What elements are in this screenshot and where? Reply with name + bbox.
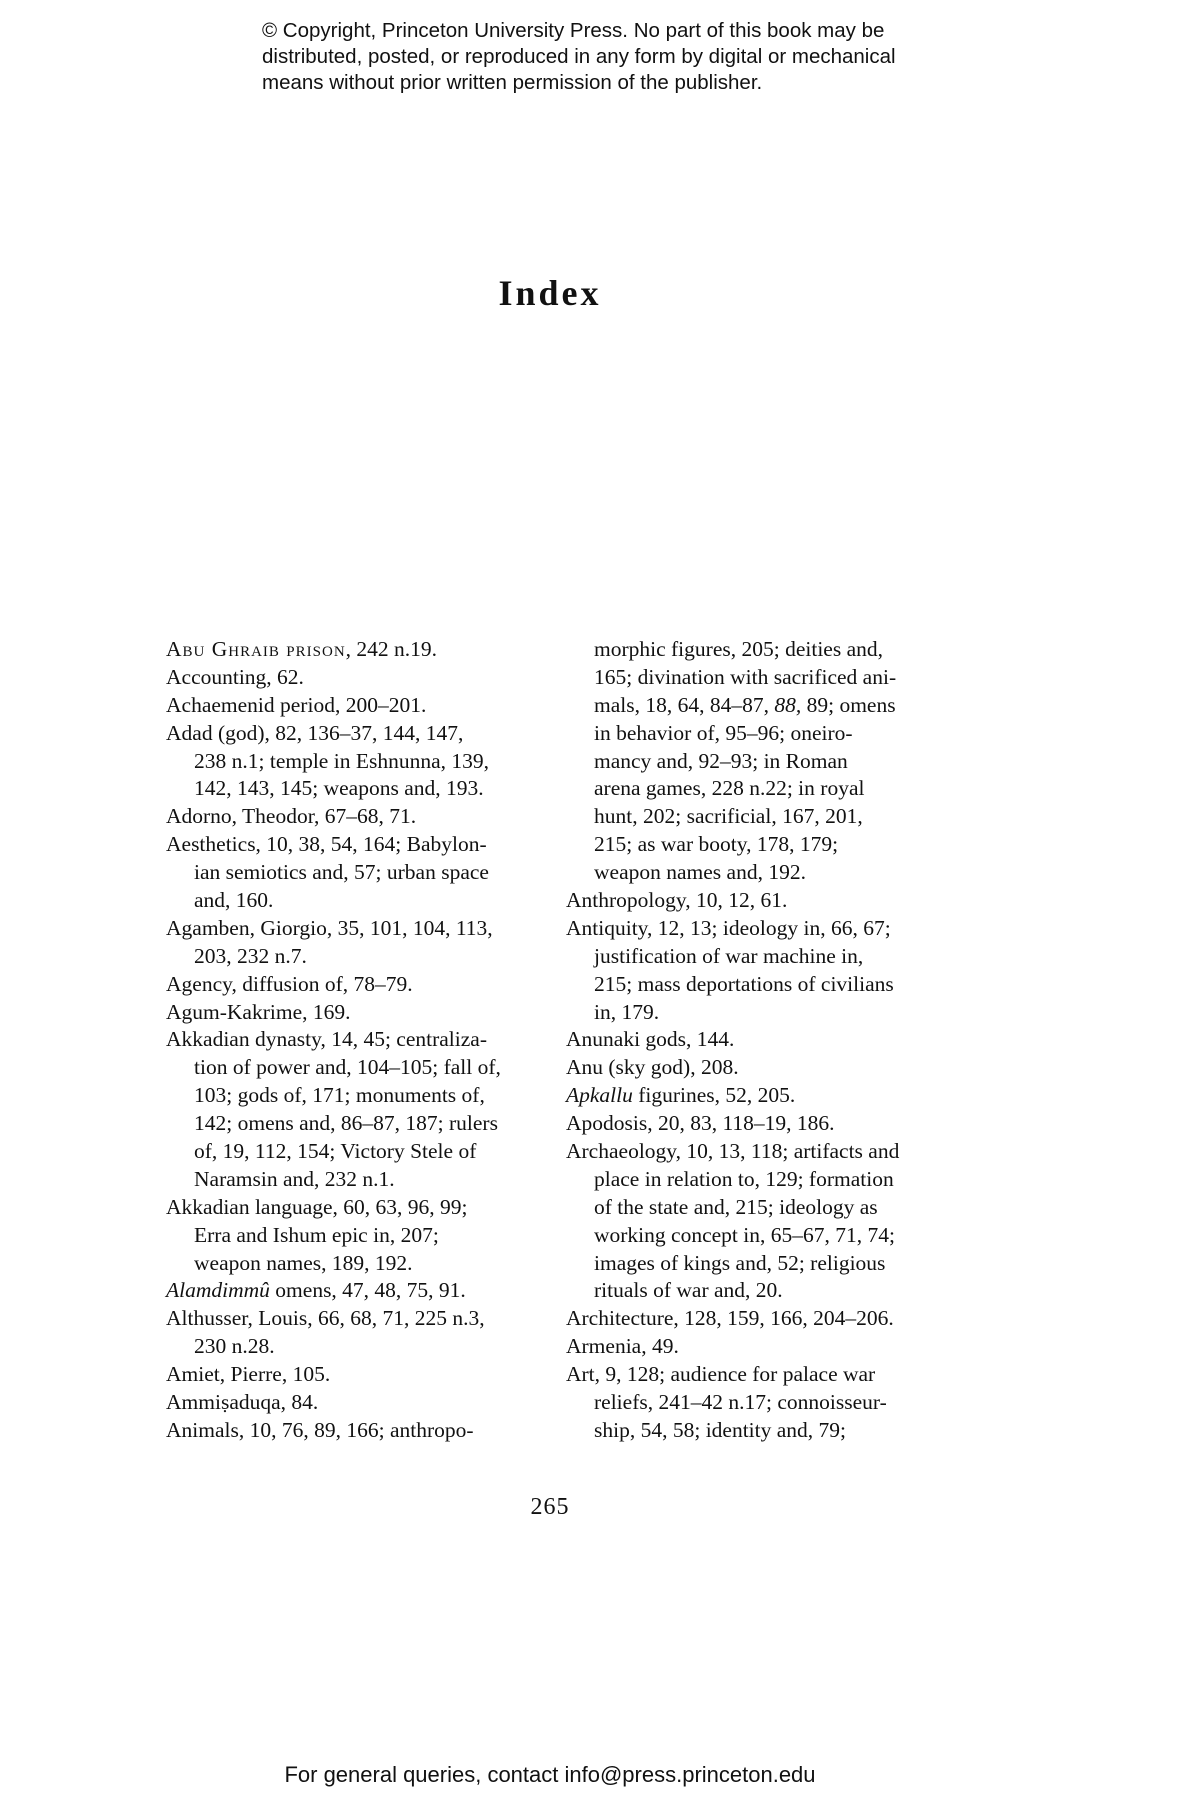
index-entry-continuation xyxy=(566,1194,966,1222)
index-entry-continuation xyxy=(166,1333,546,1361)
index-entry-continuation xyxy=(166,1138,546,1166)
index-entry-continuation xyxy=(566,999,966,1027)
index-entry-text: hunt, 202; sacrificial, 167, 201, xyxy=(594,804,863,829)
index-entry-continuation xyxy=(566,943,966,971)
index-entry xyxy=(566,915,966,943)
index-entry xyxy=(166,1361,546,1389)
index-entry-text: of the state and, 215; ideology as xyxy=(594,1194,878,1219)
index-entry xyxy=(566,1026,966,1054)
index-entry-continuation xyxy=(566,859,966,887)
index-entry-text: Anthropology, 10, 12, 61. xyxy=(566,888,788,913)
index-entry-text: 142, 143, 145; weapons and, 193. xyxy=(194,776,484,801)
index-entry-text: Amiet, Pierre, 105. xyxy=(166,1362,331,1387)
index-entry-text: 165; divination with sacrificed ani- xyxy=(594,664,897,689)
index-entry-continuation xyxy=(566,971,966,999)
index-entry xyxy=(566,887,966,915)
index-entry-text: justification of war machine in, xyxy=(594,943,864,968)
index-entry-text: Achaemenid period, 200–201. xyxy=(166,692,427,717)
index-entry-text: arena games, 228 n.22; in royal xyxy=(594,776,865,801)
index-entry-text: 215; mass deportations of civilians xyxy=(594,971,894,996)
index-entry xyxy=(166,971,546,999)
index-entry-text: Adad (god), 82, 136–37, 144, 147, xyxy=(166,720,464,745)
index-entry-continuation xyxy=(566,775,966,803)
index-entry-text: Naramsin and, 232 n.1. xyxy=(194,1166,395,1191)
index-entry xyxy=(566,1138,966,1166)
index-entry-continuation xyxy=(166,775,546,803)
index-entry-text: Anunaki gods, 144. xyxy=(566,1027,735,1052)
footer-contact: For general queries, contact info@press.princeton.edu xyxy=(284,1762,816,1787)
index-entry-text: Architecture, 128, 159, 166, 204–206. xyxy=(566,1306,894,1331)
index-entry-text: and, 160. xyxy=(194,888,274,913)
index-entry-text: Abu Ghraib prison xyxy=(166,637,346,661)
index-entry-text: Accounting, 62. xyxy=(166,664,304,689)
index-entry-text: 88, xyxy=(774,692,802,717)
index-entry xyxy=(166,1305,546,1333)
index-entry xyxy=(166,803,546,831)
index-entry-text: mancy and, 92–93; in Roman xyxy=(594,748,848,773)
index-entry-text: Agum-Kakrime, 169. xyxy=(166,999,351,1024)
copyright-notice xyxy=(262,18,982,96)
index-entry-text: rituals of war and, 20. xyxy=(594,1278,783,1303)
index-entry-text: working concept in, 65–67, 71, 74; xyxy=(594,1222,895,1247)
index-entry xyxy=(166,1417,546,1445)
index-entry-text: weapon names and, 192. xyxy=(594,860,806,885)
index-entry-text: of, 19, 112, 154; Victory Stele of xyxy=(194,1139,477,1164)
index-entry xyxy=(166,1277,546,1305)
copyright-line: © Copyright, Princeton University Press. No part of this book may be xyxy=(262,19,885,42)
index-entry xyxy=(166,999,546,1027)
index-entry xyxy=(566,1110,966,1138)
index-entry-text: Anu (sky god), 208. xyxy=(566,1055,739,1080)
index-entry xyxy=(566,1054,966,1082)
index-entry xyxy=(566,1333,966,1361)
index-entry-text: Erra and Ishum epic in, 207; xyxy=(194,1222,439,1247)
index-entry-continuation xyxy=(166,943,546,971)
index-entry-text: Animals, 10, 76, 89, 166; anthropo- xyxy=(166,1417,474,1442)
index-entry-text: Ammiṣaduqa, 84. xyxy=(166,1390,319,1415)
index-entry-continuation xyxy=(166,1250,546,1278)
index-entry-continuation xyxy=(566,1222,966,1250)
index-entry-continuation xyxy=(566,748,966,776)
index-entry-text: morphic figures, 205; deities and, xyxy=(594,637,883,661)
index-entry xyxy=(566,1361,966,1389)
index-entry-text: Art, 9, 128; audience for palace war xyxy=(566,1362,876,1387)
index-entry-text: ian semiotics and, 57; urban space xyxy=(194,860,489,885)
index-entry-text: Apodosis, 20, 83, 118–19, 186. xyxy=(566,1111,835,1136)
index-entry-continuation xyxy=(166,748,546,776)
index-entry-text: , 242 n.19. xyxy=(345,637,438,661)
index-entry-continuation xyxy=(566,636,966,664)
page-number: 265 xyxy=(530,1494,570,1520)
index-entry-text: 103; gods of, 171; monuments of, xyxy=(194,1083,485,1108)
index-entry xyxy=(166,692,546,720)
index-entry-continuation xyxy=(166,1054,546,1082)
index-entry-text: Apkallu xyxy=(566,1083,633,1108)
index-entry-continuation xyxy=(166,1110,546,1138)
index-entry-continuation xyxy=(566,1277,966,1305)
index-entry xyxy=(166,1194,546,1222)
index-entry-text: place in relation to, 129; formation xyxy=(594,1166,894,1191)
index-entry-text: 230 n.28. xyxy=(194,1334,275,1359)
index-entry xyxy=(166,1389,546,1417)
index-entry-continuation xyxy=(166,859,546,887)
index-entry-text: Agency, diffusion of, 78–79. xyxy=(166,971,413,996)
index-entry xyxy=(166,636,546,664)
index-entry-continuation xyxy=(566,720,966,748)
index-entry-continuation xyxy=(566,1417,966,1445)
index-entry-text: 89; omens xyxy=(801,692,896,717)
index-entry-text: 203, 232 n.7. xyxy=(194,943,307,968)
index-entry-text: 215; as war booty, 178, 179; xyxy=(594,832,839,857)
index-entry-text: images of kings and, 52; religious xyxy=(594,1250,886,1275)
page-title: Index xyxy=(498,273,602,313)
index-entry-continuation xyxy=(166,1222,546,1250)
index-entry-text: in, 179. xyxy=(594,999,660,1024)
index-entry-continuation xyxy=(166,1166,546,1194)
index-entry-text: Akkadian dynasty, 14, 45; centraliza- xyxy=(166,1027,487,1052)
index-entry-text: omens, 47, 48, 75, 91. xyxy=(269,1278,466,1303)
index-entry-text: in behavior of, 95–96; oneiro- xyxy=(594,720,853,745)
index-entry-text: 142; omens and, 86–87, 187; rulers xyxy=(194,1111,498,1136)
index-entry-continuation xyxy=(166,887,546,915)
index-entry-continuation xyxy=(566,803,966,831)
index-entry-text: Antiquity, 12, 13; ideology in, 66, 67; xyxy=(566,915,891,940)
index-entry-continuation xyxy=(566,664,966,692)
index-entry xyxy=(166,664,546,692)
index-entry-continuation xyxy=(566,1166,966,1194)
index-column-right xyxy=(566,636,966,1445)
index-entry xyxy=(566,1082,966,1110)
index-entry xyxy=(166,720,546,748)
index-entry-continuation xyxy=(566,831,966,859)
index-entry-text: Agamben, Giorgio, 35, 101, 104, 113, xyxy=(166,915,493,940)
index-entry-text: 238 n.1; temple in Eshnunna, 139, xyxy=(194,748,489,773)
index-entry xyxy=(166,831,546,859)
index-entry-text: Armenia, 49. xyxy=(566,1334,679,1359)
copyright-line: distributed, posted, or reproduced in any form by digital or mechanical xyxy=(262,45,896,68)
index-entry-continuation xyxy=(166,1082,546,1110)
copyright-line: means without prior written permission of the publisher. xyxy=(262,71,763,94)
index-entry-text: ship, 54, 58; identity and, 79; xyxy=(594,1417,847,1442)
index-entry-text: Akkadian language, 60, 63, 96, 99; xyxy=(166,1194,468,1219)
index-entry-text: Althusser, Louis, 66, 68, 71, 225 n.3, xyxy=(166,1306,485,1331)
index-entry-continuation xyxy=(566,692,966,720)
index-entry xyxy=(166,915,546,943)
index-entry xyxy=(166,1026,546,1054)
index-entry-text: Archaeology, 10, 13, 118; artifacts and xyxy=(566,1139,900,1164)
index-entry-text: tion of power and, 104–105; fall of, xyxy=(194,1055,501,1080)
index-entry-continuation xyxy=(566,1250,966,1278)
index-entry-text: Aesthetics, 10, 38, 54, 164; Babylon- xyxy=(166,832,487,857)
index-column-left xyxy=(166,636,546,1445)
index-entry-text: figurines, 52, 205. xyxy=(632,1083,796,1108)
index-entry-text: mals, 18, 64, 84–87, xyxy=(594,692,775,717)
index-entry xyxy=(566,1305,966,1333)
index-entry-text: weapon names, 189, 192. xyxy=(194,1250,413,1275)
index-entry-text: Adorno, Theodor, 67–68, 71. xyxy=(166,804,417,829)
index-entry-continuation xyxy=(566,1389,966,1417)
index-entry-text: Alamdimmû xyxy=(166,1278,270,1303)
index-entry-text: reliefs, 241–42 n.17; connoisseur- xyxy=(594,1390,887,1415)
